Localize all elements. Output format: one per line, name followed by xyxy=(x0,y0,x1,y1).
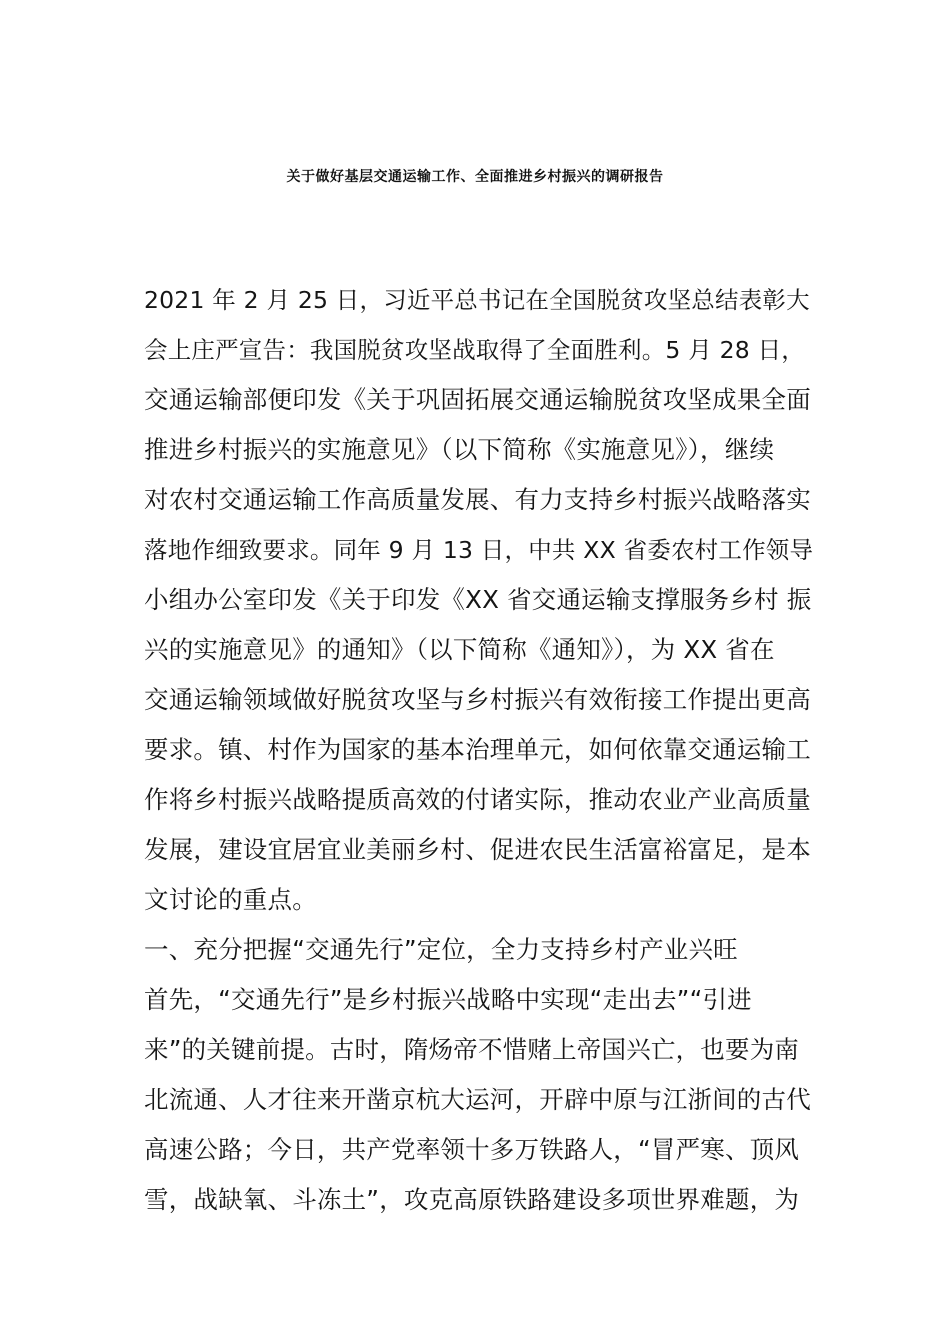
body-line: 会上庄严宣告：我国脱贫攻坚战取得了全面胜利。5 月 28 日， xyxy=(144,336,805,364)
body-line: 北流通、人才往来开凿京杭大运河，开辟中原与江浙间的古代 xyxy=(144,1085,811,1114)
section-heading: 一、充分把握“交通先行”定位，全力支持乡村产业兴旺 xyxy=(144,935,738,964)
body-line: 文讨论的重点。 xyxy=(144,885,317,914)
body-line: 交通运输部便印发《关于巩固拓展交通运输脱贫攻坚成果全面 xyxy=(144,385,811,414)
body-line: 小组办公室印发《关于印发《XX 省交通运输支撑服务乡村 振 xyxy=(144,585,812,614)
body-line: 作将乡村振兴战略提质高效的付诸实际，推动农业产业高质量 xyxy=(144,785,811,814)
document-title: 关于做好基层交通运输工作、全面推进乡村振兴的调研报告 xyxy=(286,169,664,185)
body-line: 2021 年 2 月 25 日，习近平总书记在全国脱贫攻坚总结表彰大 xyxy=(144,286,810,314)
body-line: 来”的关键前提。古时，隋炀帝不惜赌上帝国兴亡，也要为南 xyxy=(144,1035,800,1064)
body-line: 要求。镇、村作为国家的基本治理单元，如何依靠交通运输工 xyxy=(144,735,811,764)
body-line: 交通运输领域做好脱贫攻坚与乡村振兴有效衔接工作提出更高 xyxy=(144,685,811,714)
body-line: 发展，建设宜居宜业美丽乡村、促进农民生活富裕富足，是本 xyxy=(144,835,811,864)
body-line: 雪，战缺氧、斗冻土”，攻克高原铁路建设多项世界难题，为 xyxy=(144,1185,800,1214)
body-line: 对农村交通运输工作高质量发展、有力支持乡村振兴战略落实 xyxy=(144,485,811,514)
body-line: 落地作细致要求。同年 9 月 13 日，中共 XX 省委农村工作领导 xyxy=(144,536,814,564)
body-line: 推进乡村振兴的实施意见》（以下简称《实施意见》），继续 xyxy=(144,435,775,464)
body-line: 高速公路；今日，共产党率领十多万铁路人，“冒严寒、顶风 xyxy=(144,1135,800,1164)
body-line: 兴的实施意见》的通知》（以下简称《通知》），为 XX 省在 xyxy=(144,635,775,664)
body-line: 首先，“交通先行”是乡村振兴战略中实现“走出去”“引进 xyxy=(144,985,752,1014)
